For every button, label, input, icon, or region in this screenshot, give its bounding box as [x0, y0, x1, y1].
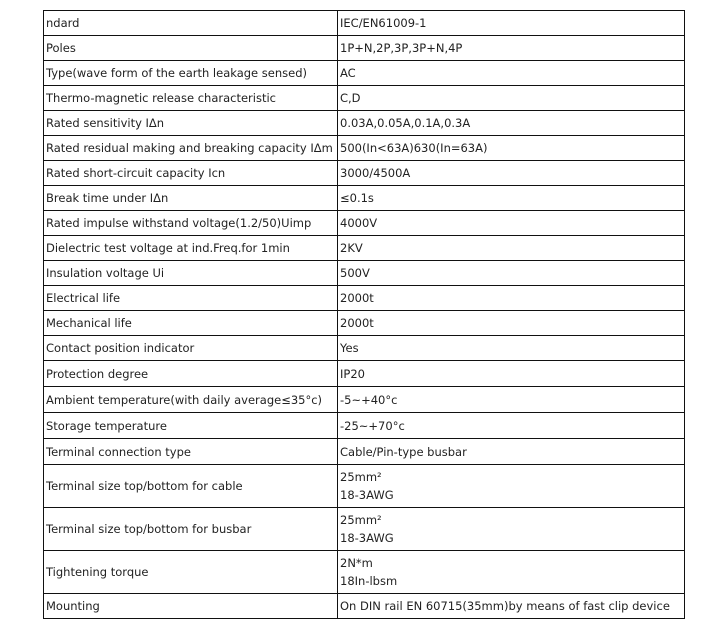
spec-value-cell	[338, 508, 685, 551]
spec-value: AC	[340, 66, 356, 80]
spec-label: Mechanical life	[46, 316, 132, 330]
spec-value: IEC/EN61009-1	[340, 16, 427, 30]
table-row	[44, 387, 685, 413]
spec-label-cell	[44, 311, 338, 336]
spec-label-cell	[44, 413, 338, 439]
table-row	[44, 186, 685, 211]
spec-label: Insulation voltage Ui	[46, 266, 165, 280]
spec-label: Type(wave form of the earth leakage sensed)	[46, 66, 307, 80]
spec-value-cell	[338, 311, 685, 336]
table-row	[44, 161, 685, 186]
spec-label-cell	[44, 508, 338, 551]
spec-value-cell	[338, 36, 685, 61]
spec-label-cell	[44, 286, 338, 311]
table-row	[44, 86, 685, 111]
spec-label: Tightening torque	[46, 565, 149, 579]
table-row	[44, 61, 685, 86]
spec-label: Rated residual making and breaking capacity IΔm	[46, 141, 333, 155]
table-row	[44, 286, 685, 311]
spec-label: Terminal size top/bottom for busbar	[46, 522, 252, 536]
spec-value: -25~+70°c	[340, 418, 405, 433]
spec-value-cell	[338, 261, 685, 286]
spec-label: Ambient temperature(with daily average≤35°c)	[46, 392, 323, 407]
spec-label-cell	[44, 336, 338, 361]
spec-value-cell	[338, 11, 685, 36]
spec-label-cell	[44, 36, 338, 61]
table-row	[44, 594, 685, 619]
spec-value: Yes	[340, 341, 359, 355]
spec-value: 500(In<63A)630(In=63A)	[340, 141, 488, 155]
table-row	[44, 211, 685, 236]
table-row	[44, 361, 685, 387]
table-row	[44, 111, 685, 136]
spec-value-cell	[338, 236, 685, 261]
spec-label-cell	[44, 11, 338, 36]
spec-value: 500V	[340, 266, 370, 280]
spec-value: 1P+N,2P,3P,3P+N,4P	[340, 41, 463, 55]
spec-label: Protection degree	[46, 366, 149, 381]
spec-value: 18-3AWG	[340, 531, 394, 545]
spec-value: -5~+40°c	[340, 392, 398, 407]
spec-label: Terminal connection type	[46, 444, 191, 459]
spec-label-cell	[44, 211, 338, 236]
spec-value-cell	[338, 286, 685, 311]
spec-value-cell	[338, 361, 685, 387]
spec-value: 3000/4500A	[340, 166, 411, 180]
specification-table-body	[44, 11, 685, 619]
spec-value: 25mm²	[340, 470, 382, 484]
spec-label: Thermo-magnetic release characteristic	[46, 91, 276, 105]
table-row	[44, 236, 685, 261]
spec-label-cell	[44, 186, 338, 211]
spec-label-cell	[44, 261, 338, 286]
table-row	[44, 508, 685, 551]
spec-value-cell	[338, 439, 685, 465]
spec-value: 2KV	[340, 241, 363, 255]
spec-label-cell	[44, 136, 338, 161]
spec-value: ≤0.1s	[340, 191, 374, 205]
spec-value: 25mm²	[340, 513, 382, 527]
spec-label-cell	[44, 594, 338, 619]
spec-label-cell	[44, 61, 338, 86]
spec-value: C,D	[340, 91, 361, 105]
spec-label: Rated sensitivity IΔn	[46, 116, 165, 130]
table-row	[44, 413, 685, 439]
spec-value-cell	[338, 111, 685, 136]
spec-label: Storage temperature	[46, 418, 167, 433]
spec-value-cell	[338, 86, 685, 111]
spec-label: Dielectric test voltage at ind.Freq.for 1min	[46, 241, 290, 255]
spec-label-cell	[44, 361, 338, 387]
spec-value: 2000t	[340, 291, 374, 305]
specification-table	[43, 10, 685, 619]
spec-label: ndard	[46, 16, 80, 30]
table-row	[44, 439, 685, 465]
spec-label-cell	[44, 161, 338, 186]
spec-value-cell	[338, 413, 685, 439]
table-row	[44, 465, 685, 508]
spec-label: Rated impulse withstand voltage(1.2/50)Uimp	[46, 216, 312, 230]
table-row	[44, 11, 685, 36]
spec-value-cell	[338, 465, 685, 508]
spec-value: 18In-lbsm	[340, 574, 398, 588]
spec-value-cell	[338, 186, 685, 211]
spec-value: On DIN rail EN 60715(35mm)by means of fast clip device	[340, 599, 670, 613]
spec-value-cell	[338, 387, 685, 413]
spec-label: Electrical life	[46, 291, 121, 305]
spec-value: 0.03A,0.05A,0.1A,0.3A	[340, 116, 471, 130]
spec-label: Contact position indicator	[46, 341, 195, 355]
spec-value: 2000t	[340, 316, 374, 330]
spec-value: 2N*m	[340, 556, 373, 570]
table-row	[44, 311, 685, 336]
spec-value-cell	[338, 61, 685, 86]
spec-value: 4000V	[340, 216, 378, 230]
table-row	[44, 551, 685, 594]
spec-label-cell	[44, 86, 338, 111]
spec-value-cell	[338, 161, 685, 186]
spec-label-cell	[44, 551, 338, 594]
spec-label-cell	[44, 439, 338, 465]
spec-value-cell	[338, 336, 685, 361]
spec-label: Mounting	[46, 599, 100, 613]
spec-value-cell	[338, 551, 685, 594]
spec-value: IP20	[340, 366, 365, 381]
spec-label-cell	[44, 111, 338, 136]
spec-value-cell	[338, 594, 685, 619]
table-row	[44, 136, 685, 161]
spec-label-cell	[44, 236, 338, 261]
table-row	[44, 36, 685, 61]
spec-label: Rated short-circuit capacity Icn	[46, 166, 226, 180]
spec-label-cell	[44, 387, 338, 413]
spec-label: Break time under IΔn	[46, 191, 169, 205]
spec-label-cell	[44, 465, 338, 508]
spec-value: Cable/Pin-type busbar	[340, 444, 467, 459]
spec-value-cell	[338, 136, 685, 161]
spec-value-cell	[338, 211, 685, 236]
table-row	[44, 261, 685, 286]
spec-value: 18-3AWG	[340, 488, 394, 502]
spec-label: Terminal size top/bottom for cable	[46, 479, 243, 493]
spec-label: Poles	[46, 41, 76, 55]
table-row	[44, 336, 685, 361]
